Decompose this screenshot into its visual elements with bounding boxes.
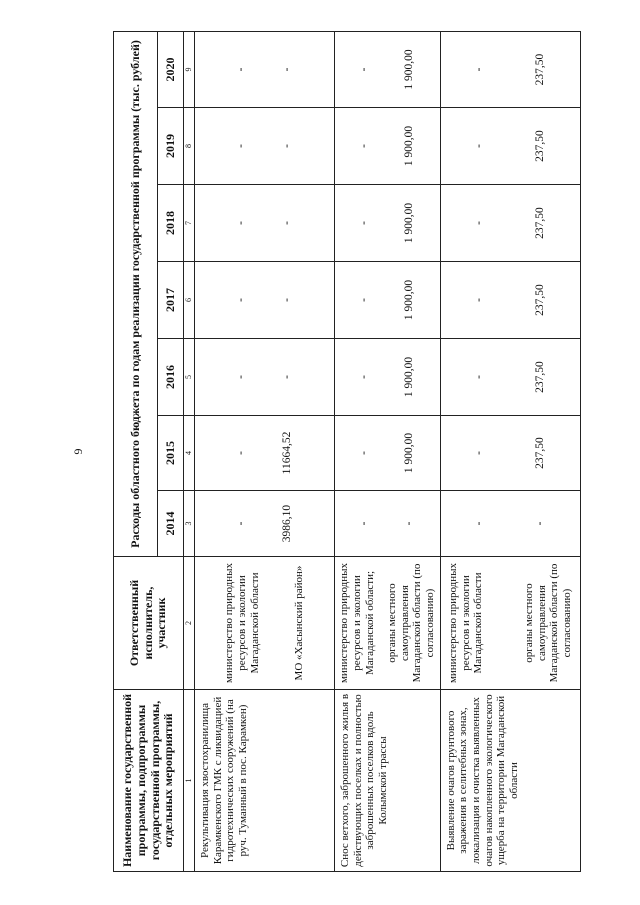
value: 11664,52 [280, 431, 293, 475]
header-expenses: Расходы областного бюджета по годам реализации государственной программы (тыс. рублей) [114, 32, 158, 557]
value: - [473, 67, 486, 72]
column-number: 6 [184, 262, 195, 339]
value: 237,50 [534, 207, 547, 239]
value: - [235, 298, 248, 302]
value-cell [335, 185, 441, 262]
value: 1 900,00 [403, 432, 416, 474]
value-cell [335, 416, 441, 491]
executor-text: органы местного самоуправления Магаданской области (по согласованию) [386, 563, 437, 683]
value-cell [195, 416, 335, 491]
column-number: 1 [184, 690, 195, 872]
value: 237,50 [534, 284, 547, 316]
value: - [358, 375, 371, 379]
table-row [195, 32, 335, 872]
value: - [473, 451, 486, 455]
header-year: 2018 [158, 185, 184, 262]
value-cell [335, 32, 441, 108]
value: - [534, 521, 547, 526]
rotated-table-container [113, 32, 581, 872]
value-cell [195, 491, 335, 557]
column-number: 2 [184, 557, 195, 690]
value-cell [335, 491, 441, 557]
value: - [235, 451, 248, 455]
value: - [358, 144, 371, 148]
column-number: 5 [184, 339, 195, 416]
value: 237,50 [534, 53, 547, 86]
value: 237,50 [534, 130, 547, 162]
executor-cell [440, 557, 580, 690]
value: - [473, 298, 486, 302]
value-cell [195, 108, 335, 185]
executor-cell [195, 557, 335, 690]
value: - [280, 298, 293, 302]
value: - [280, 67, 293, 72]
value-cell [195, 185, 335, 262]
value: 1 900,00 [403, 49, 416, 90]
value: - [358, 221, 371, 225]
value: 1 900,00 [403, 356, 416, 398]
value-cell [195, 339, 335, 416]
executor-text: МО «Хасынский район» [293, 565, 306, 681]
header-year: 2014 [158, 491, 184, 557]
value: 3986,10 [280, 504, 293, 543]
value: - [280, 375, 293, 379]
column-number: 4 [184, 416, 195, 491]
value: - [235, 521, 248, 526]
measure-name: Рекультивация хвостохранилища Карамкенского ГМК с ликвидацией гидротехнических сооружений (на руч. Туманный в пос. Карамкен) [195, 690, 335, 872]
header-year: 2015 [158, 416, 184, 491]
header-name: Наименование государственной программы, подпрограммы государственной программы, отдельных мероприятий [114, 690, 184, 872]
value-cell [440, 185, 580, 262]
executor-cell [335, 557, 441, 690]
value: - [358, 67, 371, 72]
value: - [280, 144, 293, 148]
value-cell [335, 339, 441, 416]
value-cell [440, 262, 580, 339]
value: - [403, 521, 416, 526]
value: - [473, 521, 486, 526]
value: - [280, 221, 293, 225]
header-year: 2016 [158, 339, 184, 416]
value-cell [195, 262, 335, 339]
executor-text: органы местного самоуправления Магаданской области (по согласованию) [523, 563, 573, 683]
value: 1 900,00 [403, 202, 416, 244]
value: 1 900,00 [403, 125, 416, 167]
value-cell [195, 32, 335, 108]
column-number: 8 [184, 108, 195, 185]
value: - [473, 221, 486, 225]
value: - [473, 144, 486, 148]
value: - [235, 221, 248, 225]
value: 237,50 [534, 437, 547, 469]
header-year: 2020 [158, 32, 184, 108]
table-row [440, 32, 580, 872]
value-cell [440, 491, 580, 557]
column-number: 7 [184, 185, 195, 262]
value: - [235, 375, 248, 379]
table-row [335, 32, 441, 872]
column-number: 9 [184, 32, 195, 108]
executor-text: министерство природных ресурсов и экологии Магаданской области [223, 562, 261, 684]
value-cell [440, 416, 580, 491]
value-cell [335, 108, 441, 185]
value: 1 900,00 [403, 279, 416, 321]
measure-name: Выявление очагов грунтового заражения в селитебных зонах, локализация и очистка выявленных очагов накопленного экологического ущерба на территории Магаданской области [440, 690, 580, 872]
value-cell [440, 32, 580, 108]
value: - [235, 67, 248, 72]
value: - [358, 451, 371, 455]
measure-name: Снос ветхого, заброшенного жилья в действующих поселках и полностью заброшенных поселков вдоль Колымской трассы [335, 690, 441, 872]
value-cell [440, 339, 580, 416]
value-cell [440, 108, 580, 185]
value: - [358, 521, 371, 526]
value-cell [335, 262, 441, 339]
value: - [473, 375, 486, 379]
header-year: 2017 [158, 262, 184, 339]
value: - [358, 298, 371, 302]
value: - [235, 144, 248, 148]
column-number: 3 [184, 491, 195, 557]
executor-text: министерство природных ресурсов и экологии Магаданской области [447, 562, 485, 684]
expenses-table [113, 31, 581, 872]
page-number: 6 [71, 448, 86, 455]
executor-text: министерство природных ресурсов и экологии Магаданской области; [338, 562, 376, 684]
header-year: 2019 [158, 108, 184, 185]
value: 237,50 [534, 361, 547, 393]
header-executor: Ответственный исполнитель, участник [114, 557, 184, 690]
